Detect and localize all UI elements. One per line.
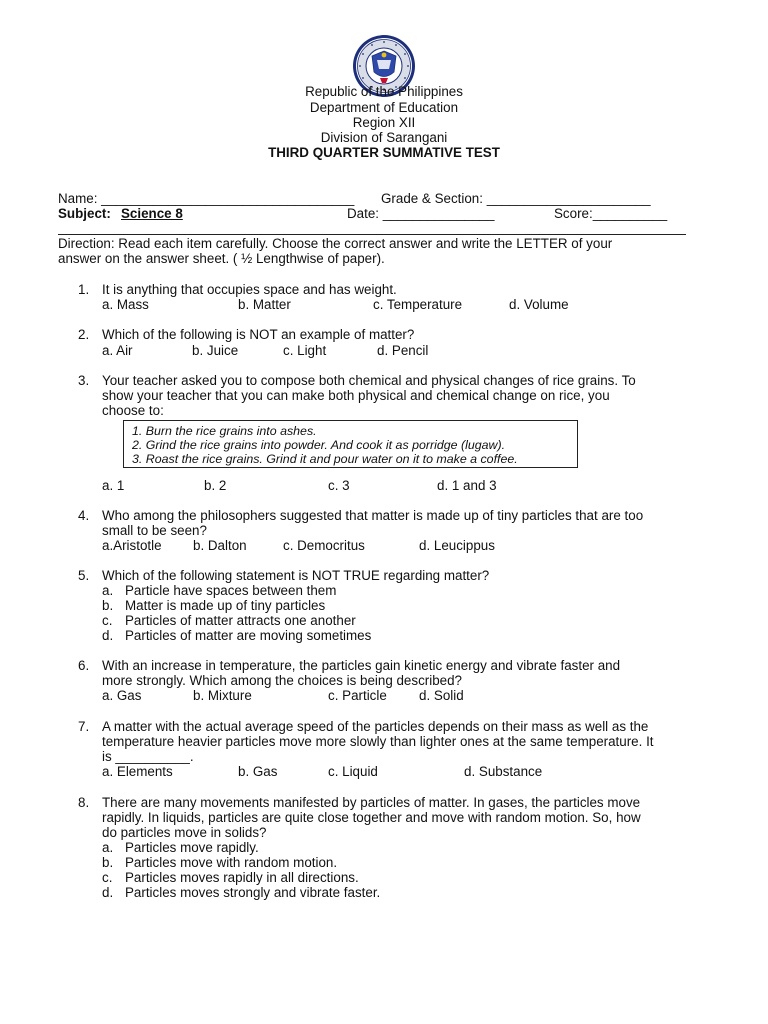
list-item: Particles moves strongly and vibrate faster. [125, 885, 381, 900]
question-text: With an increase in temperature, the particles gain kinetic energy and vibrate faster and [102, 658, 621, 673]
choice-b: b. 2 [204, 478, 227, 493]
choice-d: d. Solid [419, 688, 464, 703]
choice-c: c. Democritus [283, 538, 365, 553]
choice-b: b. Gas [238, 764, 278, 779]
name-field[interactable]: Name: __________________________________ [58, 191, 355, 206]
question-number: 7. [78, 719, 90, 734]
separator-line [58, 234, 686, 235]
list-letter: c. [102, 870, 113, 885]
list-item: Particles moves rapidly in all directions. [125, 870, 359, 885]
question-text: more strongly. Which among the choices is being described? [102, 673, 462, 688]
option-1: 1. Burn the rice grains into ashes. [132, 424, 317, 438]
list-letter: d. [102, 885, 114, 900]
header-department: Department of Education [309, 100, 459, 115]
choice-c: c. Light [283, 343, 327, 358]
choice-c: c. Temperature [373, 297, 463, 312]
choice-d: d. Leucippus [419, 538, 495, 553]
choice-d: d. Pencil [377, 343, 429, 358]
choice-a: a. Mass [102, 297, 149, 312]
choice-b: b. Mixture [193, 688, 252, 703]
choice-d: d. 1 and 3 [437, 478, 497, 493]
question-number: 1. [78, 282, 90, 297]
score-field[interactable]: Score:__________ [554, 206, 668, 221]
question-text: Which of the following statement is NOT TRUE regarding matter? [102, 568, 490, 583]
list-item: Particle have spaces between them [125, 583, 337, 598]
list-letter: a. [102, 840, 114, 855]
choice-c: c. 3 [328, 478, 350, 493]
question-text: show your teacher that you can make both physical and chemical change on rice, you [102, 388, 610, 403]
question-text: Which of the following is NOT an example of matter? [102, 327, 415, 342]
choice-a: a. Elements [102, 764, 173, 779]
question-text: It is anything that occupies space and has weight. [102, 282, 397, 297]
subject-label: Subject: [58, 206, 111, 221]
list-letter: b. [102, 598, 114, 613]
test-title: THIRD QUARTER SUMMATIVE TEST [268, 145, 500, 160]
choice-d: d. Substance [464, 764, 543, 779]
list-item: Matter is made up of tiny particles [125, 598, 326, 613]
header-region: Region XII [352, 115, 416, 130]
question-number: 5. [78, 568, 90, 583]
header-division: Division of Sarangani [320, 130, 448, 145]
list-item: Particles of matter attracts one another [125, 613, 356, 628]
choice-a: a. 1 [102, 478, 125, 493]
direction-line-1: Direction: Read each item carefully. Choose the correct answer and write the LETTER of your [58, 236, 613, 251]
question-text: choose to: [102, 403, 164, 418]
list-letter: a. [102, 583, 114, 598]
options-box [123, 420, 578, 468]
header-republic: Republic of the Philippines [305, 84, 463, 99]
choice-b: b. Juice [192, 343, 239, 358]
question-text: There are many movements manifested by particles of matter. In gases, the particles move [102, 795, 641, 810]
list-letter: b. [102, 855, 114, 870]
question-text: is __________. [102, 749, 194, 764]
question-number: 4. [78, 508, 90, 523]
choice-a: a.Aristotle [102, 538, 162, 553]
choice-a: a. Gas [102, 688, 142, 703]
question-text: Who among the philosophers suggested that matter is made up of tiny particles that are too [102, 508, 644, 523]
date-field[interactable]: Date: _______________ [347, 206, 495, 221]
choice-c: c. Liquid [328, 764, 378, 779]
question-number: 3. [78, 373, 90, 388]
option-2: 2. Grind the rice grains into powder. And cook it as porridge (lugaw). [132, 438, 506, 453]
question-text: do particles move in solids? [102, 825, 267, 840]
grade-section-field[interactable]: Grade & Section: ______________________ [381, 191, 651, 206]
question-number: 6. [78, 658, 90, 673]
question-number: 2. [78, 327, 90, 342]
list-letter: c. [102, 613, 113, 628]
subject-value: Science 8 [121, 206, 183, 221]
question-text: rapidly. In liquids, particles are quite close together and move with random motion. So, how [102, 810, 641, 825]
question-number: 8. [78, 795, 90, 810]
list-item: Particles of matter are moving sometimes [125, 628, 372, 643]
question-text: temperature heavier particles move more slowly than lighter ones at the same temperature. It [102, 734, 654, 749]
question-text: small to be seen? [102, 523, 207, 538]
list-item: Particles move with random motion. [125, 855, 338, 870]
option-3: 3. Roast the rice grains. Grind it and pour water on it to make a coffee. [132, 452, 518, 467]
direction-line-2: answer on the answer sheet. ( ½ Lengthwise of paper). [58, 251, 385, 266]
choice-b: b. Dalton [193, 538, 247, 553]
list-item: Particles move rapidly. [125, 840, 259, 855]
list-letter: d. [102, 628, 114, 643]
choice-a: a. Air [102, 343, 133, 358]
choice-d: d. Volume [509, 297, 569, 312]
question-text: A matter with the actual average speed of the particles depends on their mass as well as the [102, 719, 649, 734]
question-text: Your teacher asked you to compose both chemical and physical changes of rice grains. To [102, 373, 636, 388]
choice-b: b. Matter [238, 297, 291, 312]
choice-c: c. Particle [328, 688, 387, 703]
